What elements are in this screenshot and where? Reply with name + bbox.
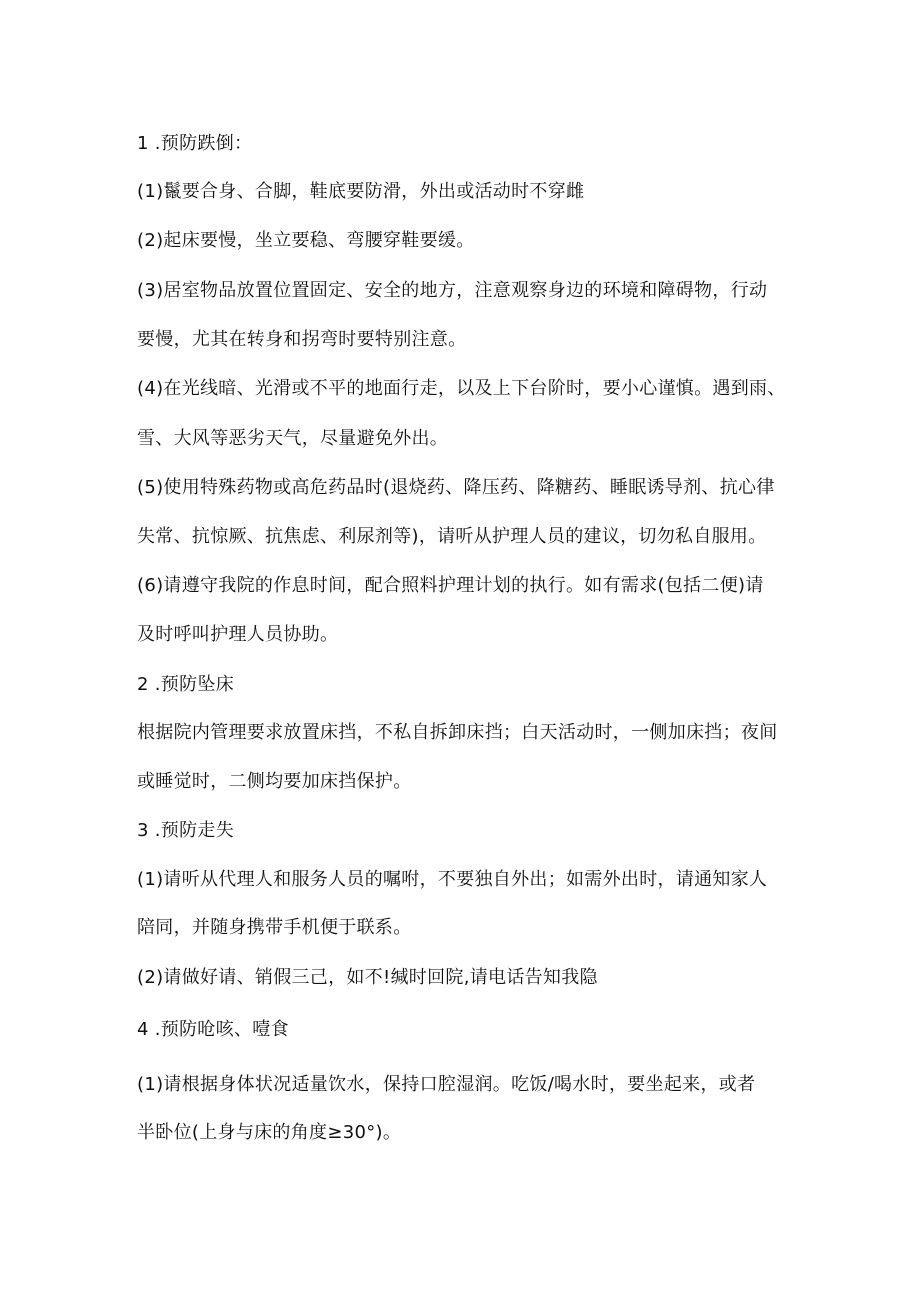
paragraph-line: 雪、大风等恶劣天气，尽量避免外出。: [137, 428, 449, 449]
paragraph-line: (1)鬣要合身、合脚，鞋底要防滑，外出或活动时不穿雌: [137, 181, 585, 202]
paragraph-line: (4)在光线暗、光滑或不平的地面行走，以及上下台阶时，要小心谨慎。遇到雨、: [137, 378, 786, 399]
paragraph-line: (2)请做好请、销假三己，如不!缄时回院,请电话告知我隐: [137, 967, 598, 988]
paragraph-line: (3)居室物品放置位置固定、安全的地方，注意观察身边的环境和障碍物，行动: [137, 280, 768, 301]
paragraph-line: (1)请根据身体状况适量饮水，保持口腔湿润。吃饭/喝水时，要坐起来，或者: [137, 1074, 756, 1095]
paragraph-line: (5)使用特殊药物或高危药品时(退烧药、降压药、降糖药、睡眠诱导剂、抗心律: [137, 477, 775, 498]
heading-prevent-falls: 1 .预防跌倒：: [137, 133, 253, 154]
paragraph-line: 或睡觉时，二侧均要加床挡保护。: [137, 771, 412, 792]
paragraph-line: (1)请听从代理人和服务人员的嘱咐，不要独自外出；如需外出时，请通知家人: [137, 869, 768, 890]
paragraph-line: (2)起床要慢，坐立要稳、弯腰穿鞋要缓。: [137, 230, 475, 251]
heading-prevent-wandering: 3 .预防走失: [137, 820, 234, 841]
paragraph-line: 陪同，并随身携带手机便于联系。: [137, 917, 412, 938]
paragraph-line: 失常、抗惊厥、抗焦虑、利尿剂等)，请听从护理人员的建议，切勿私自服用。: [137, 526, 767, 547]
paragraph-line: 要慢，尤其在转身和拐弯时要特别注意。: [137, 329, 467, 350]
paragraph-line: 及时呼叫护理人员协助。: [137, 624, 339, 645]
heading-prevent-bed-falls: 2 .预防坠床: [137, 674, 234, 695]
heading-prevent-choking: 4 .预防呛咳、噎食: [137, 1019, 289, 1040]
paragraph-line: 根据院内管理要求放置床挡，不私自拆卸床挡；白天活动时，一侧加床挡；夜间: [137, 722, 778, 743]
paragraph-line: (6)请遵守我院的作息时间，配合照料护理计划的执行。如有需求(包括二便)请: [137, 575, 764, 596]
paragraph-line: 半卧位(上身与床的角度≥30°)。: [137, 1122, 402, 1143]
